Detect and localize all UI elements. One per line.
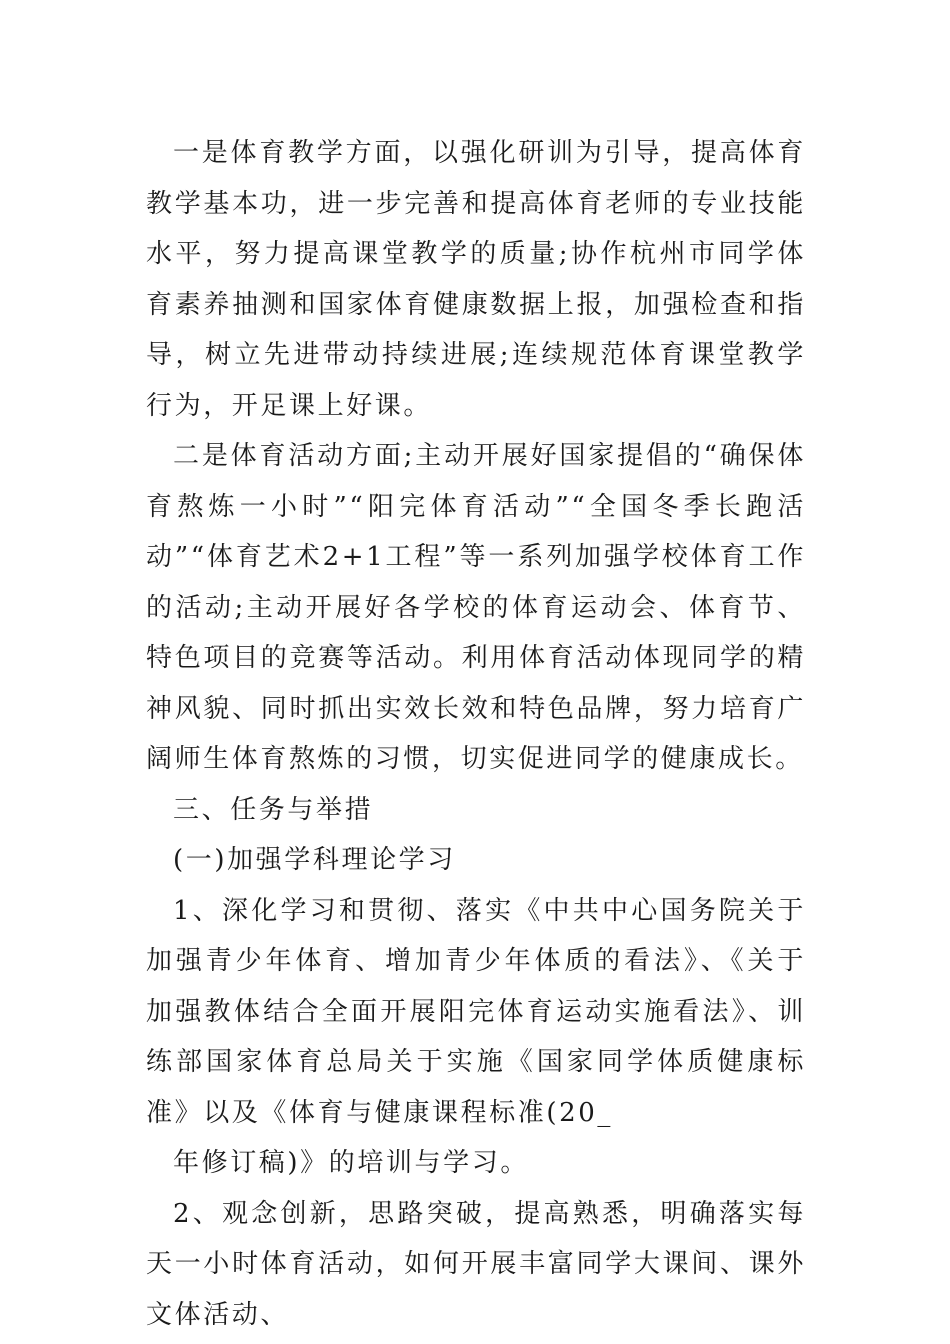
document-body (146, 128, 806, 1340)
subsection-heading-theory: (一)加强学科理论学习 (173, 845, 456, 875)
paragraph-item-1-continued: 年修订稿)》的培训与学习。 (173, 1148, 529, 1178)
paragraph-activities: 二是体育活动方面;主动开展好国家提倡的“确保体育熬炼一小时”“阳完体育活动”“全国冬季长跑活动”“体育艺术2+1工程”等一系列加强学校体育工作的活动;主动开展好各学校的体育运动会、体育节、特色项目的竞赛等活动。利用体育活动体现同学的精神风貌、同时抓出实效长效和特色品牌，努力培育广阔师生体育熬炼的习惯，切实促进同学的健康成长。 (146, 441, 806, 774)
paragraph-item-2: 2、观念创新，思路突破，提高熟悉，明确落实每天一小时体育活动，如何开展丰富同学大课间、课外文体活动、 (146, 1198, 806, 1330)
section-heading-tasks: 三、任务与举措 (173, 794, 374, 825)
paragraph-teaching: 一是体育教学方面，以强化研训为引导，提高体育教学基本功，进一步完善和提高体育老师的专业技能水平，努力提高课堂教学的质量;协作杭州市同学体育素养抽测和国家体育健康数据上报，加强检查和指导，树立先进带动持续进展;连续规范体育课堂教学行为，开足课上好课。 (146, 138, 806, 421)
paragraph-item-1: 1、深化学习和贯彻、落实《中共中心国务院关于加强青少年体育、增加青少年体质的看法》、《关于加强教体结合全面开展阳完体育运动实施看法》、训练部国家体育总局关于实施《国家同学体质健康标准》以及《体育与健康课程标准(20_ (146, 895, 806, 1128)
